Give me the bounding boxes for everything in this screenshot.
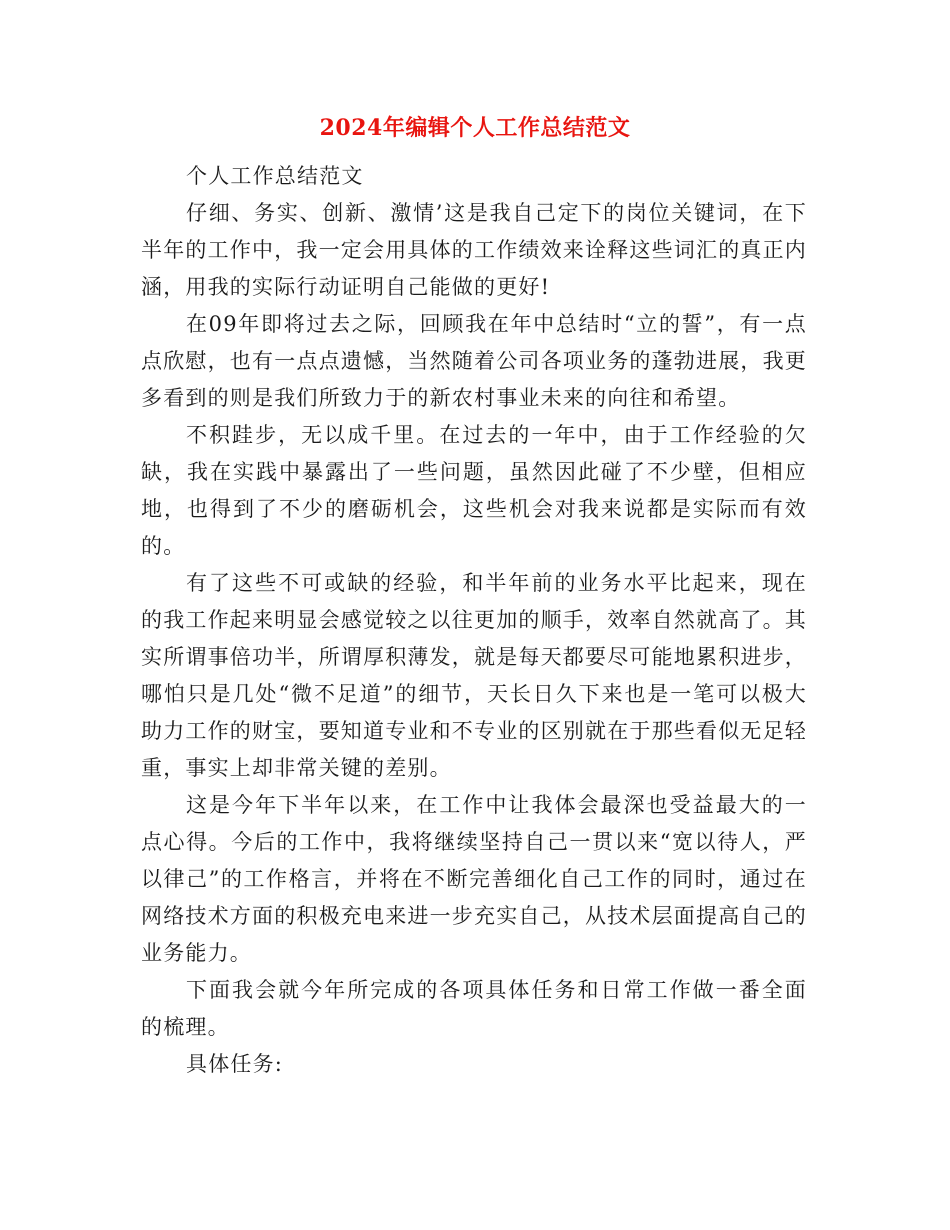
paragraph-insight: 这是今年下半年以来，在工作中让我体会最深也受益最大的一点心得。今后的工作中，我将继续坚持自己一贯以来“宽以待人，严以律己”的工作格言，并将在不断完善细化自己工作的同时，通过在网络技术方面的积极充电来进一步充实自己，从技术层面提高自己的业务能力。	[141, 793, 807, 965]
paragraph-tasks-label: 具体任务:	[186, 1052, 284, 1076]
paragraph-keywords: 仔细、务实、创新、激情’这是我自己定下的岗位关键词，在下半年的工作中，我一定会用具体的工作绩效来诠释这些词汇的真正内涵，用我的实际行动证明自己能做的更好!	[141, 201, 807, 299]
paragraph-experience: 不积跬步，无以成千里。在过去的一年中，由于工作经验的欠缺，我在实践中暴露出了一些问题，虽然因此碰了不少壁，但相应地，也得到了不少的磨砺机会，这些机会对我来说都是实际而有效的。	[141, 423, 807, 558]
document-body	[141, 158, 807, 1083]
paragraph-heading: 个人工作总结范文	[186, 164, 364, 188]
paragraph-review: 在09年即将过去之际，回顾我在年中总结时“立的誓”，有一点点欣慰，也有一点点遗憾，当然随着公司各项业务的蓬勃进展，我更多看到的则是我们所致力于的新农村事业未来的向往和希望。	[141, 312, 807, 410]
paragraph-progress: 有了这些不可或缺的经验，和半年前的业务水平比起来，现在的我工作起来明显会感觉较之以往更加的顺手，效率自然就高了。其实所谓事倍功半，所谓厚积薄发，就是每天都要尽可能地累积进步，哪怕只是几处“微不足道”的细节，天长日久下来也是一笔可以极大助力工作的财宝，要知道专业和不专业的区别就在于那些看似无足轻重，事实上却非常关键的差别。	[141, 571, 807, 780]
document-title: 2024年编辑个人工作总结范文	[319, 115, 631, 141]
paragraph-overview: 下面我会就今年所完成的各项具体任务和日常工作做一番全面的梳理。	[141, 978, 807, 1039]
